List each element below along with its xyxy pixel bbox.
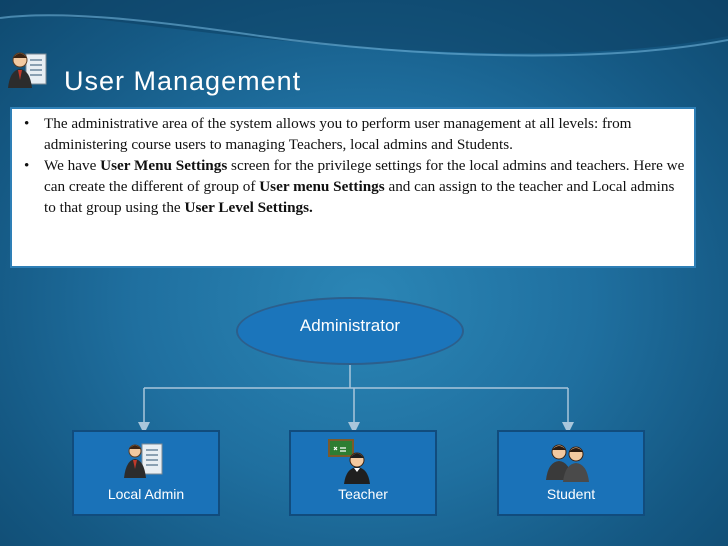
bullet-marker: •	[24, 115, 30, 132]
administrator-label: Administrator	[299, 316, 401, 335]
local-admin-node	[72, 430, 220, 516]
bullet-text: and can assign to the teacher and Local admins to that group using the	[44, 178, 675, 216]
teacher-icon	[327, 438, 383, 484]
student-label: Student	[546, 486, 596, 502]
teacher-label: Teacher	[338, 486, 388, 502]
teacher-node	[289, 430, 437, 516]
bullet-text: We have	[44, 157, 101, 174]
bullet-bold-text: User menu Settings	[259, 178, 385, 195]
user-document-icon	[120, 438, 168, 482]
local-admin-label: Local Admin	[107, 486, 185, 502]
bullet-text: screen for the privilege settings for the local admins and teachers. Here we can create the different of group of	[44, 157, 685, 195]
page-title: User Management	[64, 66, 302, 96]
students-icon	[543, 438, 593, 482]
student-node	[497, 430, 645, 516]
bullet-bold-text: User Level Settings.	[184, 199, 313, 216]
bullet-bold-text: User Menu Settings	[100, 157, 228, 174]
bullet-marker: •	[24, 157, 30, 174]
bullet-text: The administrative area of the system allows you to perform user management at all levels: from administering course users to managing Teachers, local admins and Students.	[44, 115, 632, 153]
